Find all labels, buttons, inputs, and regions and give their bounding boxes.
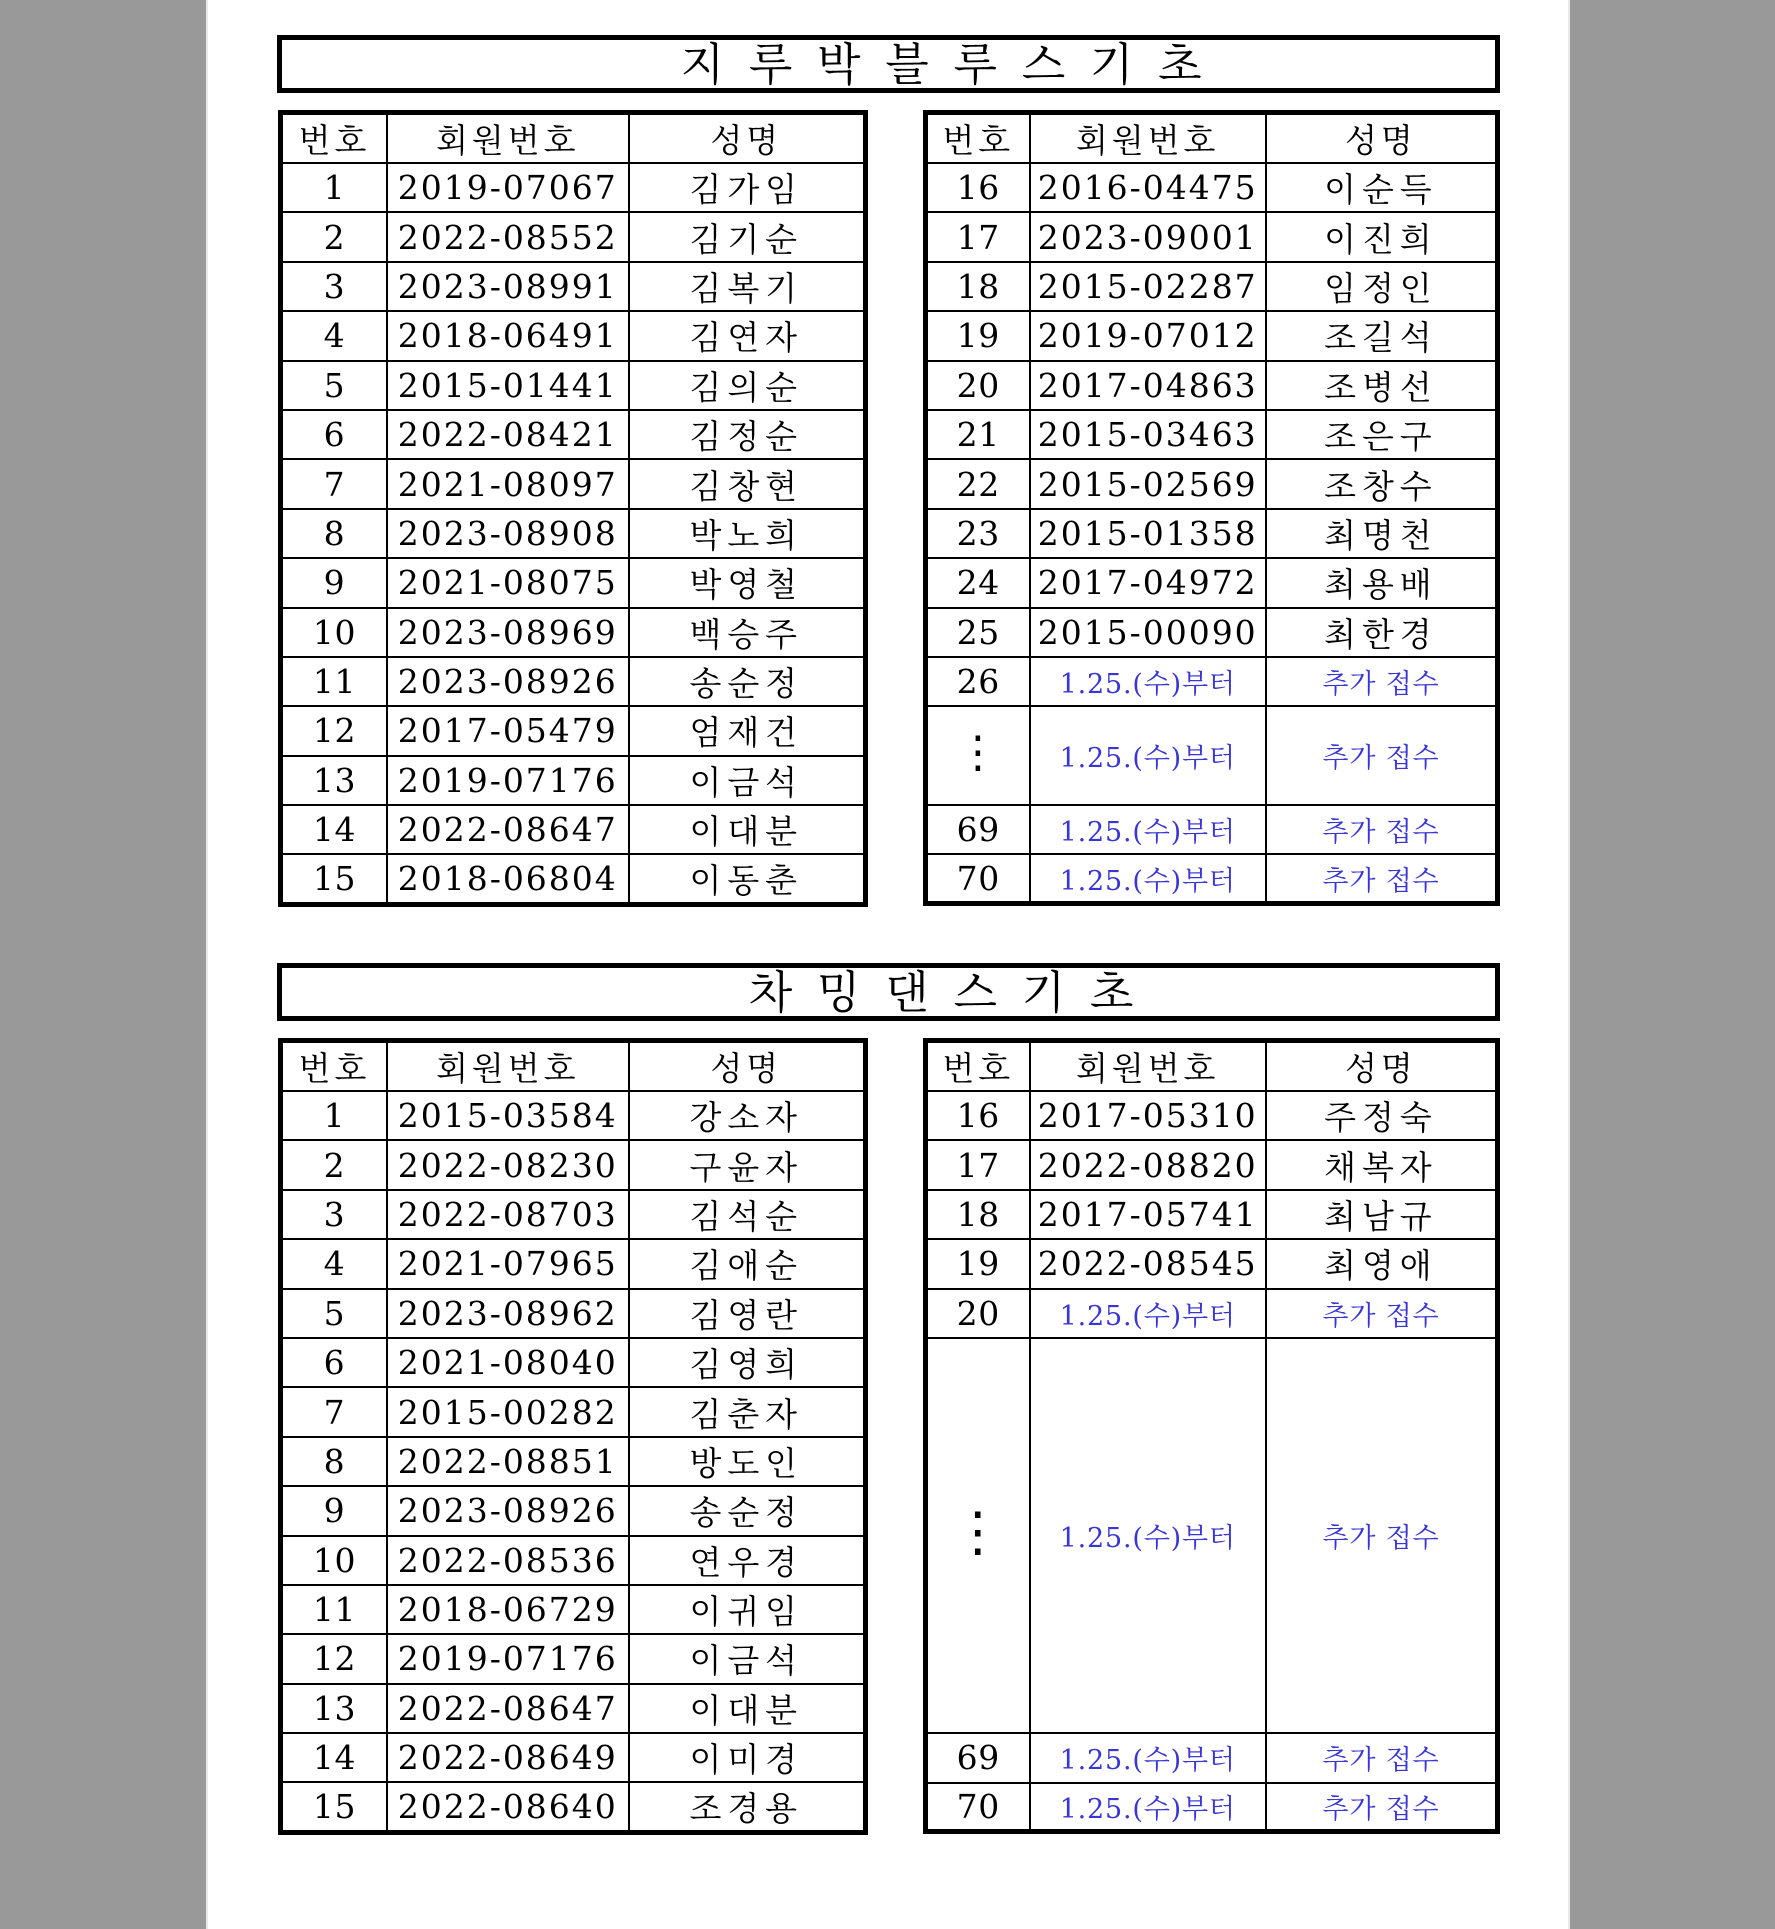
member-id: 2021-08040 [387, 1338, 629, 1387]
member-row [281, 1684, 866, 1733]
member-no: 17 [926, 1140, 1030, 1189]
member-name: 조병선 [1266, 361, 1498, 410]
extra-signup-date: 1.25.(수)부터 [1030, 1338, 1266, 1733]
member-row [281, 854, 866, 905]
member-name: 김복기 [629, 262, 866, 311]
member-name: 연우경 [629, 1536, 866, 1585]
member-name: 김의순 [629, 361, 866, 410]
extra-signup-date: 1.25.(수)부터 [1030, 805, 1266, 854]
member-name: 김영란 [629, 1289, 866, 1338]
member-id: 2022-08703 [387, 1190, 629, 1239]
member-no: 18 [926, 262, 1030, 311]
member-name: 박노희 [629, 509, 866, 558]
member-row [281, 410, 866, 459]
member-no: 19 [926, 1239, 1030, 1288]
col-header-member-id: 회원번호 [387, 113, 629, 164]
member-name: 이금석 [629, 756, 866, 805]
col-header-no: 번호 [926, 1041, 1030, 1092]
table-header-row [926, 113, 1498, 164]
member-name: 최명천 [1266, 509, 1498, 558]
table-header-row [281, 113, 866, 164]
member-name: 김창현 [629, 459, 866, 508]
member-row [926, 361, 1498, 410]
member-id: 2023-08962 [387, 1289, 629, 1338]
viewer-gray-margin-right [1568, 0, 1775, 1929]
member-id: 2017-05479 [387, 706, 629, 755]
member-row [926, 1190, 1498, 1239]
section-1-right-table [923, 110, 1500, 906]
member-no: 6 [281, 1338, 387, 1387]
member-no: 3 [281, 262, 387, 311]
extra-signup-date: 1.25.(수)부터 [1030, 1733, 1266, 1782]
extra-signup-date: 1.25.(수)부터 [1030, 1783, 1266, 1832]
member-no: 9 [281, 1486, 387, 1535]
member-no: 16 [926, 1091, 1030, 1140]
extra-signup-status: 추가 접수 [1266, 805, 1498, 854]
member-no: 13 [281, 756, 387, 805]
member-no: 15 [281, 854, 387, 905]
section-2-left-table [278, 1038, 868, 1835]
member-no: 16 [926, 163, 1030, 212]
member-id: 2022-08851 [387, 1437, 629, 1486]
member-name: 최한경 [1266, 608, 1498, 657]
member-row [926, 311, 1498, 360]
member-row [281, 509, 866, 558]
member-no: 17 [926, 212, 1030, 261]
extra-signup-status: 추가 접수 [1266, 706, 1498, 805]
member-name: 송순정 [629, 657, 866, 706]
member-name: 송순정 [629, 1486, 866, 1535]
member-row [926, 212, 1498, 261]
member-no: 11 [281, 1585, 387, 1634]
section-2-right-table [923, 1038, 1500, 1834]
member-id: 2022-08647 [387, 805, 629, 854]
member-name: 구윤자 [629, 1140, 866, 1189]
member-name: 강소자 [629, 1091, 866, 1140]
member-id: 2015-00282 [387, 1387, 629, 1436]
member-name: 김가임 [629, 163, 866, 212]
member-no: 8 [281, 1437, 387, 1486]
extra-signup-status: 추가 접수 [1266, 854, 1498, 903]
member-name: 이동춘 [629, 854, 866, 905]
col-header-no: 번호 [281, 1041, 387, 1092]
member-id: 2023-09001 [1030, 212, 1266, 261]
member-no: 23 [926, 509, 1030, 558]
extra-signup-status: 추가 접수 [1266, 1783, 1498, 1832]
member-row [281, 1140, 866, 1189]
member-row [281, 706, 866, 755]
member-no: 14 [281, 805, 387, 854]
extra-signup-date: 1.25.(수)부터 [1030, 854, 1266, 903]
col-header-member-id: 회원번호 [1030, 113, 1266, 164]
member-no: 7 [281, 1387, 387, 1436]
member-no: 25 [926, 608, 1030, 657]
member-name: 이귀임 [629, 1585, 866, 1634]
member-name: 채복자 [1266, 1140, 1498, 1189]
member-id: 2015-03463 [1030, 410, 1266, 459]
member-id: 2022-08545 [1030, 1239, 1266, 1288]
member-name: 이금석 [629, 1634, 866, 1683]
member-name: 최남규 [1266, 1190, 1498, 1239]
extra-signup-row [926, 805, 1498, 854]
member-id: 2015-02287 [1030, 262, 1266, 311]
member-id: 2015-00090 [1030, 608, 1266, 657]
member-row [281, 212, 866, 261]
section-1-title: 지루박블루스기초 [680, 37, 1227, 91]
extra-signup-status: 추가 접수 [1266, 1733, 1498, 1782]
member-row [281, 1634, 866, 1683]
member-no: 19 [926, 311, 1030, 360]
member-id: 2018-06729 [387, 1585, 629, 1634]
member-no: 4 [281, 311, 387, 360]
extra-signup-date: 1.25.(수)부터 [1030, 657, 1266, 706]
member-name: 엄재건 [629, 706, 866, 755]
member-name: 김애순 [629, 1239, 866, 1288]
member-no: 69 [926, 805, 1030, 854]
member-row [281, 459, 866, 508]
member-name: 이대분 [629, 805, 866, 854]
member-no: 5 [281, 1289, 387, 1338]
member-row [281, 1536, 866, 1585]
col-header-no: 번호 [926, 113, 1030, 164]
col-header-name: 성명 [1266, 1041, 1498, 1092]
member-row [281, 262, 866, 311]
member-no: 7 [281, 459, 387, 508]
member-row [281, 163, 866, 212]
member-row [281, 311, 866, 360]
member-row [281, 1239, 866, 1288]
member-id: 2023-08969 [387, 608, 629, 657]
member-id: 2015-01358 [1030, 509, 1266, 558]
extra-signup-row [926, 1289, 1498, 1338]
member-id: 2019-07176 [387, 756, 629, 805]
member-name: 김석순 [629, 1190, 866, 1239]
member-name: 이대분 [629, 1684, 866, 1733]
member-id: 2017-04863 [1030, 361, 1266, 410]
member-row [281, 756, 866, 805]
member-name: 조은구 [1266, 410, 1498, 459]
member-id: 2019-07067 [387, 163, 629, 212]
member-no: 10 [281, 1536, 387, 1585]
member-no: 20 [926, 361, 1030, 410]
member-row [281, 1486, 866, 1535]
member-no: 14 [281, 1733, 387, 1782]
col-header-no: 번호 [281, 113, 387, 164]
col-header-name: 성명 [629, 113, 866, 164]
member-no: 8 [281, 509, 387, 558]
member-id: 2021-08075 [387, 558, 629, 607]
member-id: 2022-08640 [387, 1782, 629, 1833]
member-name: 김춘자 [629, 1387, 866, 1436]
member-id: 2022-08647 [387, 1684, 629, 1733]
member-row [281, 1437, 866, 1486]
vertical-dots: ⋮ [926, 706, 1030, 805]
section-2-title-box [277, 963, 1500, 1021]
member-no: 2 [281, 1140, 387, 1189]
col-header-name: 성명 [1266, 113, 1498, 164]
member-name: 주정숙 [1266, 1091, 1498, 1140]
member-row [281, 805, 866, 854]
member-id: 2018-06804 [387, 854, 629, 905]
member-row [281, 361, 866, 410]
member-no: 13 [281, 1684, 387, 1733]
extra-signup-date: 1.25.(수)부터 [1030, 1289, 1266, 1338]
member-id: 2023-08926 [387, 657, 629, 706]
extra-signup-status: 추가 접수 [1266, 1338, 1498, 1733]
member-no: 5 [281, 361, 387, 410]
member-no: 22 [926, 459, 1030, 508]
member-no: 10 [281, 608, 387, 657]
member-name: 조길석 [1266, 311, 1498, 360]
member-id: 2017-05741 [1030, 1190, 1266, 1239]
member-id: 2019-07012 [1030, 311, 1266, 360]
member-row [926, 1091, 1498, 1140]
member-id: 2018-06491 [387, 311, 629, 360]
ellipsis-merged-row [926, 1338, 1498, 1733]
member-row [281, 657, 866, 706]
member-no: 1 [281, 1091, 387, 1140]
ellipsis-row [926, 706, 1498, 805]
member-row [926, 459, 1498, 508]
member-name: 박영철 [629, 558, 866, 607]
member-name: 이진희 [1266, 212, 1498, 261]
member-no: 4 [281, 1239, 387, 1288]
section-1-left-table [278, 110, 868, 907]
member-name: 김영희 [629, 1338, 866, 1387]
member-no: 2 [281, 212, 387, 261]
section-1-title-box [277, 35, 1500, 93]
member-id: 2015-03584 [387, 1091, 629, 1140]
member-row [926, 1140, 1498, 1189]
member-no: 15 [281, 1782, 387, 1833]
member-name: 이순득 [1266, 163, 1498, 212]
section-2-title: 차밍댄스기초 [748, 965, 1159, 1019]
member-name: 최영애 [1266, 1239, 1498, 1288]
member-id: 2017-05310 [1030, 1091, 1266, 1140]
member-name: 백승주 [629, 608, 866, 657]
member-no: 6 [281, 410, 387, 459]
member-no: 69 [926, 1733, 1030, 1782]
extra-signup-status: 추가 접수 [1266, 1289, 1498, 1338]
member-no: 24 [926, 558, 1030, 607]
member-row [281, 1782, 866, 1833]
member-row [926, 1239, 1498, 1288]
member-row [281, 1585, 866, 1634]
member-id: 2023-08908 [387, 509, 629, 558]
member-no: 21 [926, 410, 1030, 459]
viewer-gray-margin-left [0, 0, 208, 1929]
member-id: 2022-08421 [387, 410, 629, 459]
table-header-row [281, 1041, 866, 1092]
col-header-member-id: 회원번호 [387, 1041, 629, 1092]
vertical-dots: ⋮ [926, 1338, 1030, 1733]
member-id: 2017-04972 [1030, 558, 1266, 607]
member-no: 20 [926, 1289, 1030, 1338]
col-header-name: 성명 [629, 1041, 866, 1092]
member-no: 70 [926, 1783, 1030, 1832]
extra-signup-row [926, 854, 1498, 903]
member-row [281, 1289, 866, 1338]
member-row [926, 410, 1498, 459]
member-name: 조창수 [1266, 459, 1498, 508]
member-id: 2021-07965 [387, 1239, 629, 1288]
col-header-member-id: 회원번호 [1030, 1041, 1266, 1092]
member-id: 2015-01441 [387, 361, 629, 410]
member-id: 2023-08926 [387, 1486, 629, 1535]
member-id: 2021-08097 [387, 459, 629, 508]
member-no: 12 [281, 706, 387, 755]
member-name: 방도인 [629, 1437, 866, 1486]
member-id: 2022-08230 [387, 1140, 629, 1189]
member-row [926, 608, 1498, 657]
member-name: 임정인 [1266, 262, 1498, 311]
member-no: 11 [281, 657, 387, 706]
member-id: 2022-08552 [387, 212, 629, 261]
member-name: 김연자 [629, 311, 866, 360]
member-row [926, 558, 1498, 607]
member-no: 12 [281, 1634, 387, 1683]
member-name: 이미경 [629, 1733, 866, 1782]
member-row [926, 163, 1498, 212]
member-id: 2023-08991 [387, 262, 629, 311]
member-row [281, 558, 866, 607]
extra-signup-row [926, 1733, 1498, 1782]
member-no: 70 [926, 854, 1030, 903]
member-id: 2016-04475 [1030, 163, 1266, 212]
member-row [281, 1733, 866, 1782]
member-name: 조경용 [629, 1782, 866, 1833]
member-no: 9 [281, 558, 387, 607]
member-id: 2022-08536 [387, 1536, 629, 1585]
member-row [926, 509, 1498, 558]
member-id: 2022-08649 [387, 1733, 629, 1782]
member-no: 3 [281, 1190, 387, 1239]
member-name: 김정순 [629, 410, 866, 459]
extra-signup-status: 추가 접수 [1266, 657, 1498, 706]
member-no: 1 [281, 163, 387, 212]
member-row [281, 608, 866, 657]
member-id: 2022-08820 [1030, 1140, 1266, 1189]
member-row [281, 1190, 866, 1239]
member-no: 26 [926, 657, 1030, 706]
member-row [281, 1091, 866, 1140]
member-row [281, 1387, 866, 1436]
extra-signup-row [926, 1783, 1498, 1832]
member-row [926, 262, 1498, 311]
extra-signup-date: 1.25.(수)부터 [1030, 706, 1266, 805]
member-id: 2015-02569 [1030, 459, 1266, 508]
table-header-row [926, 1041, 1498, 1092]
extra-signup-row [926, 657, 1498, 706]
member-name: 김기순 [629, 212, 866, 261]
member-name: 최용배 [1266, 558, 1498, 607]
member-no: 18 [926, 1190, 1030, 1239]
member-id: 2019-07176 [387, 1634, 629, 1683]
member-row [281, 1338, 866, 1387]
